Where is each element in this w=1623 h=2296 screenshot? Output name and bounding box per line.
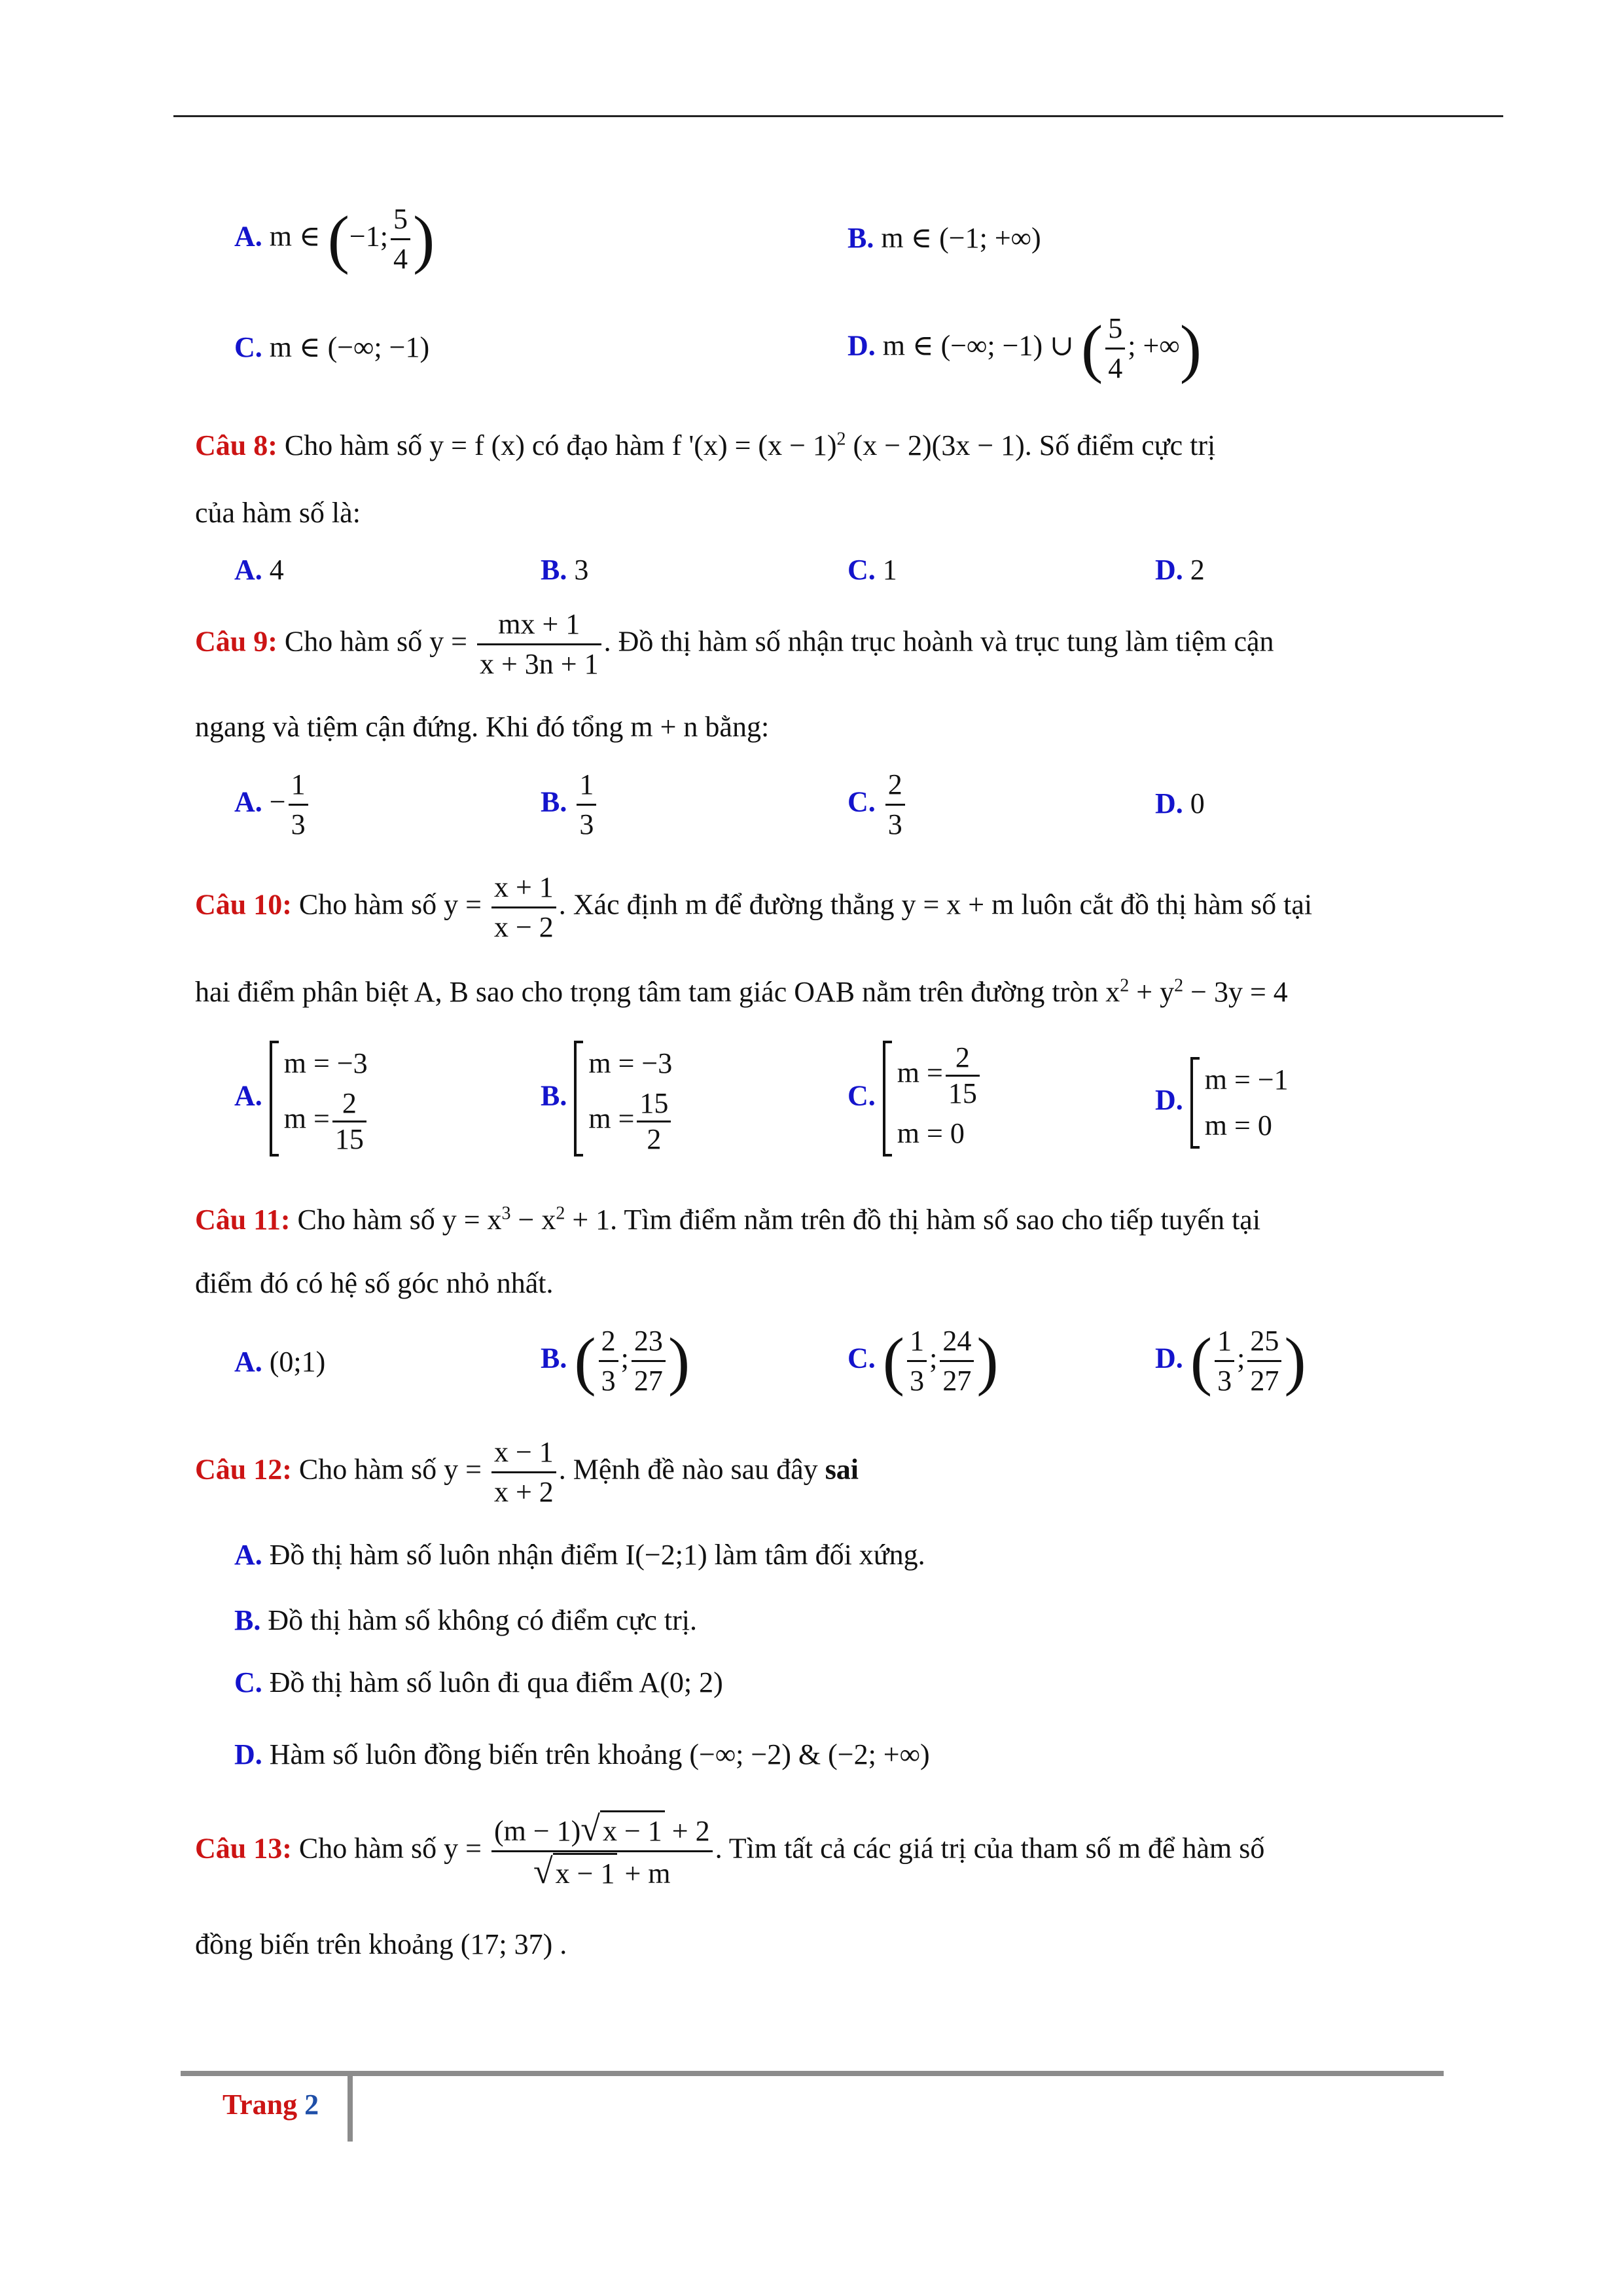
q9-option-c: C. $\frac{2}{3}$ xyxy=(847,766,908,844)
q7-option-b: B. m ∈ (−1; +∞) xyxy=(847,222,1041,254)
q8-stem: Câu 8: Cho hàm số y = f (x) có đạo hàm f '$(x) = (x - 1)^2$ (x − 2)(3x − 1). Số điểm cực trị xyxy=(195,429,1216,461)
q11-option-b: B. ( $\frac{2}{3}$ ; $\frac{23}{27}$ ) xyxy=(541,1322,690,1400)
q7-option-d: D. m ∈ (−∞; −1) ∪ ( $\frac{5}{4}$ ; +∞) xyxy=(847,310,1202,387)
fraction: $\frac{5}{4}$ xyxy=(391,200,410,278)
q8-option-b: B. 3 xyxy=(541,554,589,586)
q11-stem-line2: điểm đó có hệ số góc nhỏ nhất. xyxy=(195,1267,554,1299)
q10-option-b: B. m = −3 m = $\frac{15}{2}$ xyxy=(541,1041,673,1157)
q9-option-d: D. 0 xyxy=(1155,787,1205,819)
header-rule xyxy=(173,115,1503,117)
option-label: A. xyxy=(234,220,262,253)
system-bracket: m = −3 m = $\frac{15}{2}$ xyxy=(574,1041,673,1157)
system-bracket: m = −3 m = $\frac{2}{15}$ xyxy=(270,1041,369,1157)
q12-option-a: A. Đồ thị hàm số luôn nhận điểm I(−2;1) làm tâm đối xứng. xyxy=(234,1539,925,1571)
q13-stem: Câu 13: Cho hàm số y = $\frac{(m - 1)√x - 1 + 2}{√x - 1 + m}$ . Tìm tất cả các giá trị của tham số m để hàm số xyxy=(195,1810,1264,1893)
q11-option-c: C. ( $\frac{1}{3}$ ; $\frac{24}{27}$ ) xyxy=(847,1322,999,1400)
q8-option-a: A. 4 xyxy=(234,554,284,586)
q11-stem: Câu 11: Cho hàm số $y = x^3 - x^2 + 1$. Tìm điểm nằm trên đồ thị hàm số sao cho tiếp tuyến tại xyxy=(195,1203,1261,1236)
q12-option-b: B. Đồ thị hàm số không có điểm cực trị. xyxy=(234,1604,697,1636)
footer-rule xyxy=(181,2071,1444,2076)
q10-option-d: D. m = −1 m = 0 xyxy=(1155,1057,1289,1149)
q8-option-d: D. 2 xyxy=(1155,554,1205,586)
question-number: Câu 8: xyxy=(195,429,277,461)
q10-stem: Câu 10: Cho hàm số y = $\frac{x + 1}{x - 2}$ . Xác định m để đường thẳng y = x + m luôn cắt đồ thị hàm số tại xyxy=(195,869,1312,946)
system-bracket: m = $\frac{2}{15}$ m = 0 xyxy=(883,1041,982,1157)
fraction: $\frac{x - 1}{x + 2}$ xyxy=(491,1433,556,1511)
fraction: $\frac{x + 1}{x - 2}$ xyxy=(491,869,556,946)
q8-option-c: C. 1 xyxy=(847,554,897,586)
q13-stem-line2: đồng biến trên khoảng (17; 37) . xyxy=(195,1928,567,1960)
q11-option-a: A. (0;1) xyxy=(234,1346,326,1378)
q9-stem-line2: ngang và tiệm cận đứng. Khi đó tổng m + n bằng: xyxy=(195,711,770,743)
page-number: Trang 2 xyxy=(223,2089,319,2121)
q12-option-d: D. Hàm số luôn đồng biến trên khoảng (−∞; −2) & (−2; +∞) xyxy=(234,1738,930,1770)
q10-option-a: A. m = −3 m = $\frac{2}{15}$ xyxy=(234,1041,369,1157)
q12-option-c: C. Đồ thị hàm số luôn đi qua điểm A(0; 2) xyxy=(234,1666,723,1698)
system-bracket: m = −1 m = 0 xyxy=(1190,1057,1289,1149)
q9-stem: Câu 9: Cho hàm số y = $\frac{mx + 1}{x + 3n + 1}$ . Đồ thị hàm số nhận trục hoành và trục tung làm tiệm cận xyxy=(195,605,1274,683)
q9-option-b: B. $\frac{1}{3}$ xyxy=(541,766,599,844)
q7-option-a: A. m ∈ (−1; $\frac{5}{4}$ ) xyxy=(234,200,435,278)
fraction: $\frac{5}{4}$ xyxy=(1105,310,1125,387)
footer-divider xyxy=(348,2073,353,2142)
q10-stem-line2: hai điểm phân biệt A, B sao cho trọng tâm tam giác OAB nằm trên đường tròn $x^2 + y^2 - 3y = 4$ xyxy=(195,975,1288,1008)
q12-stem: Câu 12: Cho hàm số y = $\frac{x - 1}{x + 2}$ . Mệnh đề nào sau đây sai xyxy=(195,1433,859,1511)
q8-stem-line2: của hàm số là: xyxy=(195,497,361,529)
q10-option-c: C. m = $\frac{2}{15}$ m = 0 xyxy=(847,1041,982,1157)
fraction: $\frac{mx + 1}{x + 3n + 1}$ xyxy=(477,605,601,683)
fraction: $\frac{(m - 1)√x - 1 + 2}{√x - 1 + m}$ xyxy=(491,1810,713,1893)
q9-option-a: A. − $\frac{1}{3}$ xyxy=(234,766,311,844)
q11-option-d: D. ( $\frac{1}{3}$ ; $\frac{25}{27}$ ) xyxy=(1155,1322,1306,1400)
q7-option-c: C. m ∈ (−∞; −1) xyxy=(234,331,430,363)
